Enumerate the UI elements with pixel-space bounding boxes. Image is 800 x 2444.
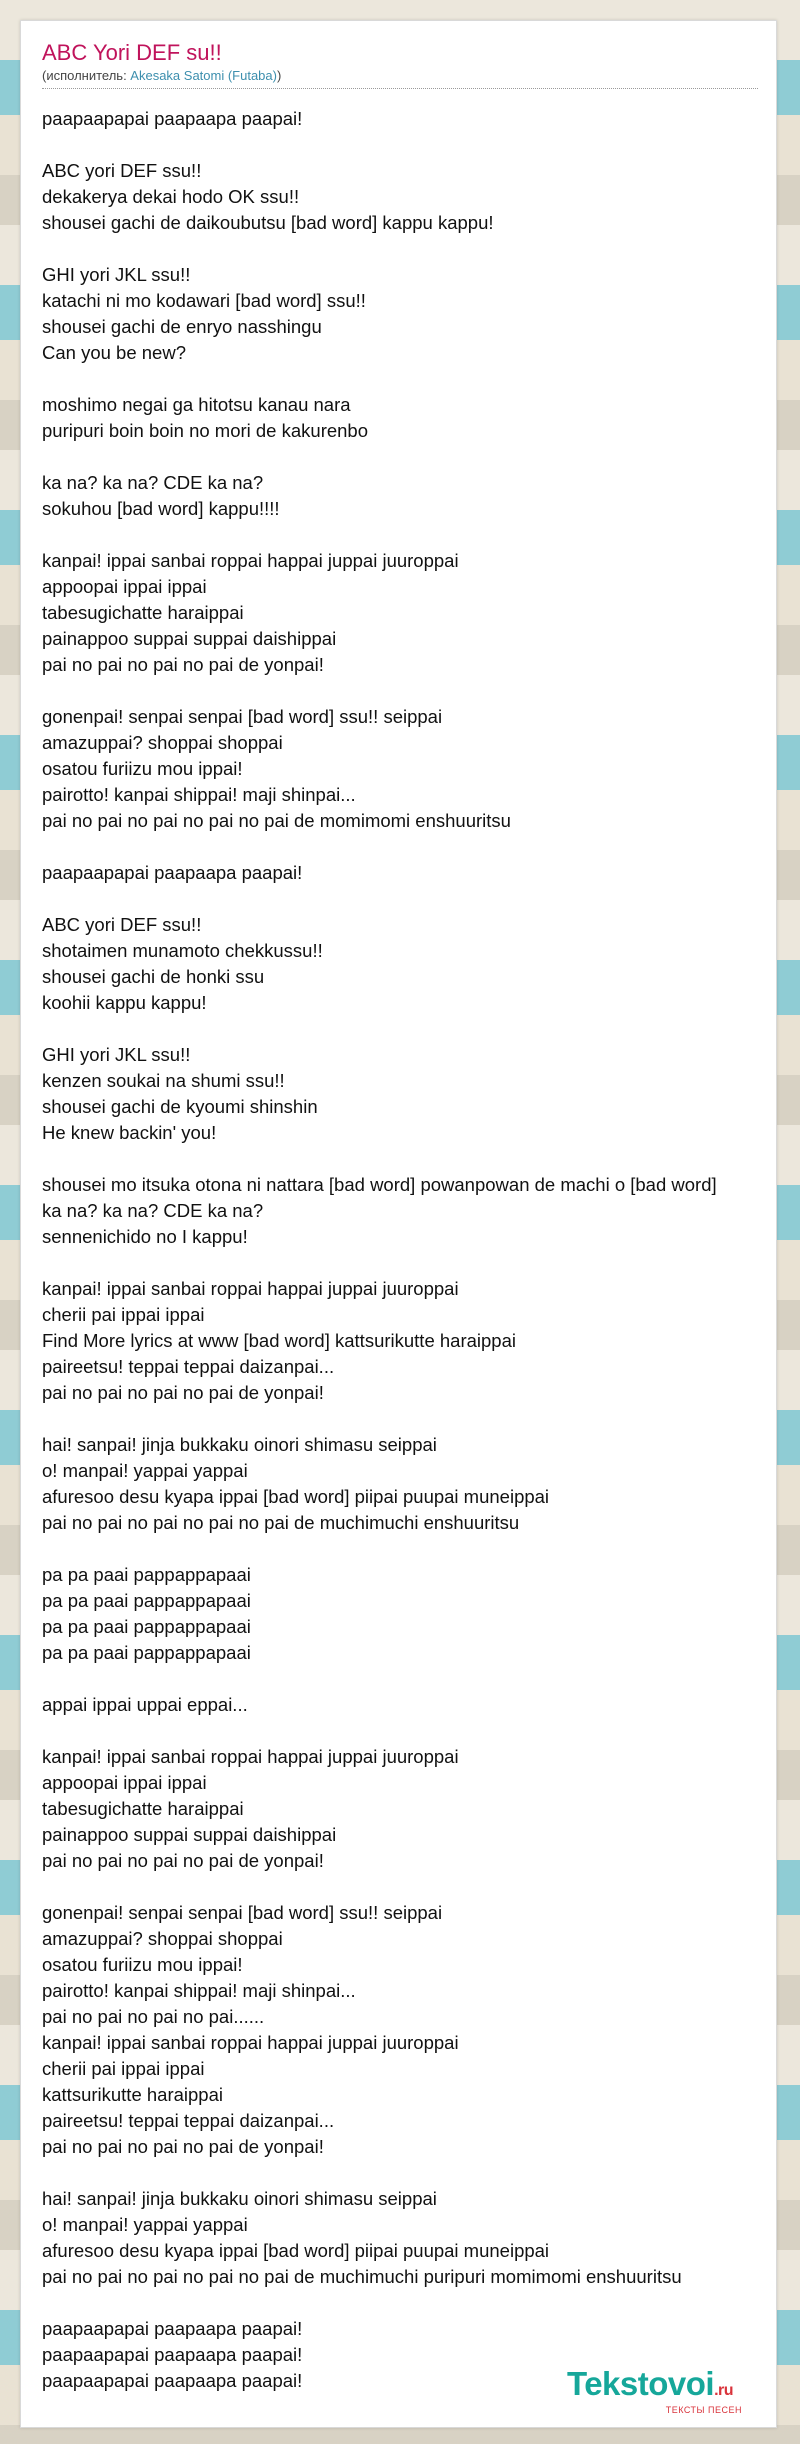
logo-tld: .ru [714,2382,734,2399]
lyrics-stanza [42,1172,772,1250]
lyrics-line: kattsurikutte haraippai [42,2084,223,2105]
lyrics-line: puripuri boin boin no mori de kakurenbo [42,420,369,441]
lyrics-line: moshimo negai ga hitotsu kanau nara [42,394,351,415]
lyrics-line: pai no pai no pai no pai no pai de muchimuchi enshuuritsu [42,1512,520,1533]
lyrics-line: appai ippai uppai eppai... [42,1694,248,1715]
lyrics-line: paapaapapai paapaapa paapai! [42,2344,303,2365]
lyrics-line: pa pa paai pappappapaai [42,1616,251,1637]
lyrics-line: afuresoo desu kyapa ippai [bad word] piipai puupai muneippai [42,1486,550,1507]
song-header [42,40,758,89]
artist-link[interactable]: Akesaka Satomi (Futaba) [130,68,277,83]
lyrics-line: kanpai! ippai sanbai roppai happai juppai juuroppai [42,1278,459,1299]
lyrics-stanza [42,106,772,132]
lyrics-stanza [42,262,772,366]
lyrics-line: paapaapapai paapaapa paapai! [42,862,303,883]
lyrics-line: pa pa paai pappappapaai [42,1642,251,1663]
lyrics-line: shousei gachi de daikoubutsu [bad word] kappu kappu! [42,212,494,233]
lyrics-line: kanpai! ippai sanbai roppai happai juppai juuroppai [42,1746,459,1767]
lyrics-line: pa pa paai pappappapaai [42,1564,251,1585]
lyrics-line: pai no pai no pai no pai de yonpai! [42,1382,324,1403]
lyrics-stanza [42,1900,772,2160]
lyrics-line: pa pa paai pappappapaai [42,1590,251,1611]
song-subtitle [42,68,758,84]
lyrics-line: shousei gachi de honki ssu [42,966,265,987]
lyrics-stanza [42,1692,772,1718]
lyrics-line: amazuppai? shoppai shoppai [42,1928,283,1949]
lyrics-line: paapaapapai paapaapa paapai! [42,2370,303,2391]
lyrics-line: paireetsu! teppai teppai daizanpai... [42,1356,335,1377]
lyrics-line: Find More lyrics at www [bad word] kattsurikutte haraippai [42,1330,516,1351]
lyrics-line: amazuppai? shoppai shoppai [42,732,283,753]
lyrics-line: pairotto! kanpai shippai! maji shinpai... [42,784,356,805]
subtitle-suffix: ) [276,68,282,83]
lyrics-stanza [42,1744,772,1874]
lyrics-stanza [42,1042,772,1146]
lyrics-line: ka na? ka na? CDE ka na? [42,472,264,493]
lyrics-line: hai! sanpai! jinja bukkaku oinori shimasu seippai [42,2188,437,2209]
lyrics-line: appoopai ippai ippai [42,576,207,597]
lyrics-line: pairotto! kanpai shippai! maji shinpai... [42,1980,356,2001]
lyrics-line: pai no pai no pai no pai...... [42,2006,265,2027]
lyrics-stanza [42,1432,772,1536]
lyrics-line: cherii pai ippai ippai [42,1304,205,1325]
logo-tagline: ТЕКСТЫ ПЕСЕН [665,2405,742,2415]
lyrics-line: paapaapapai paapaapa paapai! [42,108,303,129]
lyrics-stanza [42,1276,772,1406]
lyrics-stanza [42,158,772,236]
lyrics-line: ABC yori DEF ssu!! [42,914,202,935]
lyrics-line: kanpai! ippai sanbai roppai happai juppai juuroppai [42,550,459,571]
lyrics-line: GHI yori JKL ssu!! [42,264,191,285]
lyrics-line: gonenpai! senpai senpai [bad word] ssu!! seippai [42,706,443,727]
lyrics-stanza [42,548,772,678]
lyrics-line: pai no pai no pai no pai de yonpai! [42,1850,324,1871]
lyrics-line: painappoo suppai suppai daishippai [42,1824,337,1845]
lyrics-line: pai no pai no pai no pai de yonpai! [42,654,324,675]
lyrics-line: dekakerya dekai hodo OK ssu!! [42,186,300,207]
lyrics-line: kanpai! ippai sanbai roppai happai juppai juuroppai [42,2032,459,2053]
lyrics-line: shousei gachi de enryo nasshingu [42,316,322,337]
lyrics-line: osatou furiizu mou ippai! [42,758,243,779]
lyrics-line: pai no pai no pai no pai de yonpai! [42,2136,324,2157]
lyrics-stanza [42,2186,772,2290]
lyrics-line: o! manpai! yappai yappai [42,2214,248,2235]
lyrics-line: sennenichido no I kappu! [42,1226,248,1247]
lyrics-stanza [42,1562,772,1666]
lyrics-line: ABC yori DEF ssu!! [42,160,202,181]
lyrics-line: shousei mo itsuka otona ni nattara [bad word] powanpowan de machi o [bad word] [42,1174,717,1195]
lyrics-line: GHI yori JKL ssu!! [42,1044,191,1065]
lyrics-line: afuresoo desu kyapa ippai [bad word] piipai puupai muneippai [42,2240,550,2261]
lyrics-line: Can you be new? [42,342,186,363]
lyrics-stanza [42,470,772,522]
lyrics-body [42,106,772,2420]
lyrics-line: painappoo suppai suppai daishippai [42,628,337,649]
header-divider [42,88,758,89]
lyrics-line: shousei gachi de kyoumi shinshin [42,1096,318,1117]
subtitle-prefix: (исполнитель: [42,68,131,83]
lyrics-line: paireetsu! teppai teppai daizanpai... [42,2110,335,2131]
lyrics-line: He knew backin' you! [42,1122,217,1143]
song-title: ABC Yori DEF su!! [42,40,222,65]
lyrics-stanza [42,704,772,834]
lyrics-line: paapaapapai paapaapa paapai! [42,2318,303,2339]
lyrics-line: pai no pai no pai no pai no pai de muchimuchi puripuri momimomi enshuuritsu [42,2266,682,2287]
lyrics-line: cherii pai ippai ippai [42,2058,205,2079]
lyrics-line: tabesugichatte haraippai [42,602,244,623]
lyrics-card [20,20,777,2428]
lyrics-line: ka na? ka na? CDE ka na? [42,1200,264,1221]
lyrics-line: tabesugichatte haraippai [42,1798,244,1819]
lyrics-line: o! manpai! yappai yappai [42,1460,248,1481]
lyrics-line: kenzen soukai na shumi ssu!! [42,1070,285,1091]
logo-brand-text [567,2367,767,2408]
lyrics-stanza [42,392,772,444]
lyrics-line: osatou furiizu mou ippai! [42,1954,243,1975]
lyrics-line: sokuhou [bad word] kappu!!!! [42,498,280,519]
lyrics-line: koohii kappu kappu! [42,992,207,1013]
lyrics-stanza [42,912,772,1016]
lyrics-line: appoopai ippai ippai [42,1772,207,1793]
logo-brand: Tekstovoi [567,2365,715,2402]
lyrics-line: shotaimen munamoto chekkussu!! [42,940,323,961]
lyrics-line: pai no pai no pai no pai no pai de momimomi enshuuritsu [42,810,511,831]
lyrics-line: hai! sanpai! jinja bukkaku oinori shimasu seippai [42,1434,437,1455]
site-logo[interactable] [567,2367,767,2415]
lyrics-line: katachi ni mo kodawari [bad word] ssu!! [42,290,366,311]
lyrics-line: gonenpai! senpai senpai [bad word] ssu!! seippai [42,1902,443,1923]
lyrics-stanza [42,860,772,886]
